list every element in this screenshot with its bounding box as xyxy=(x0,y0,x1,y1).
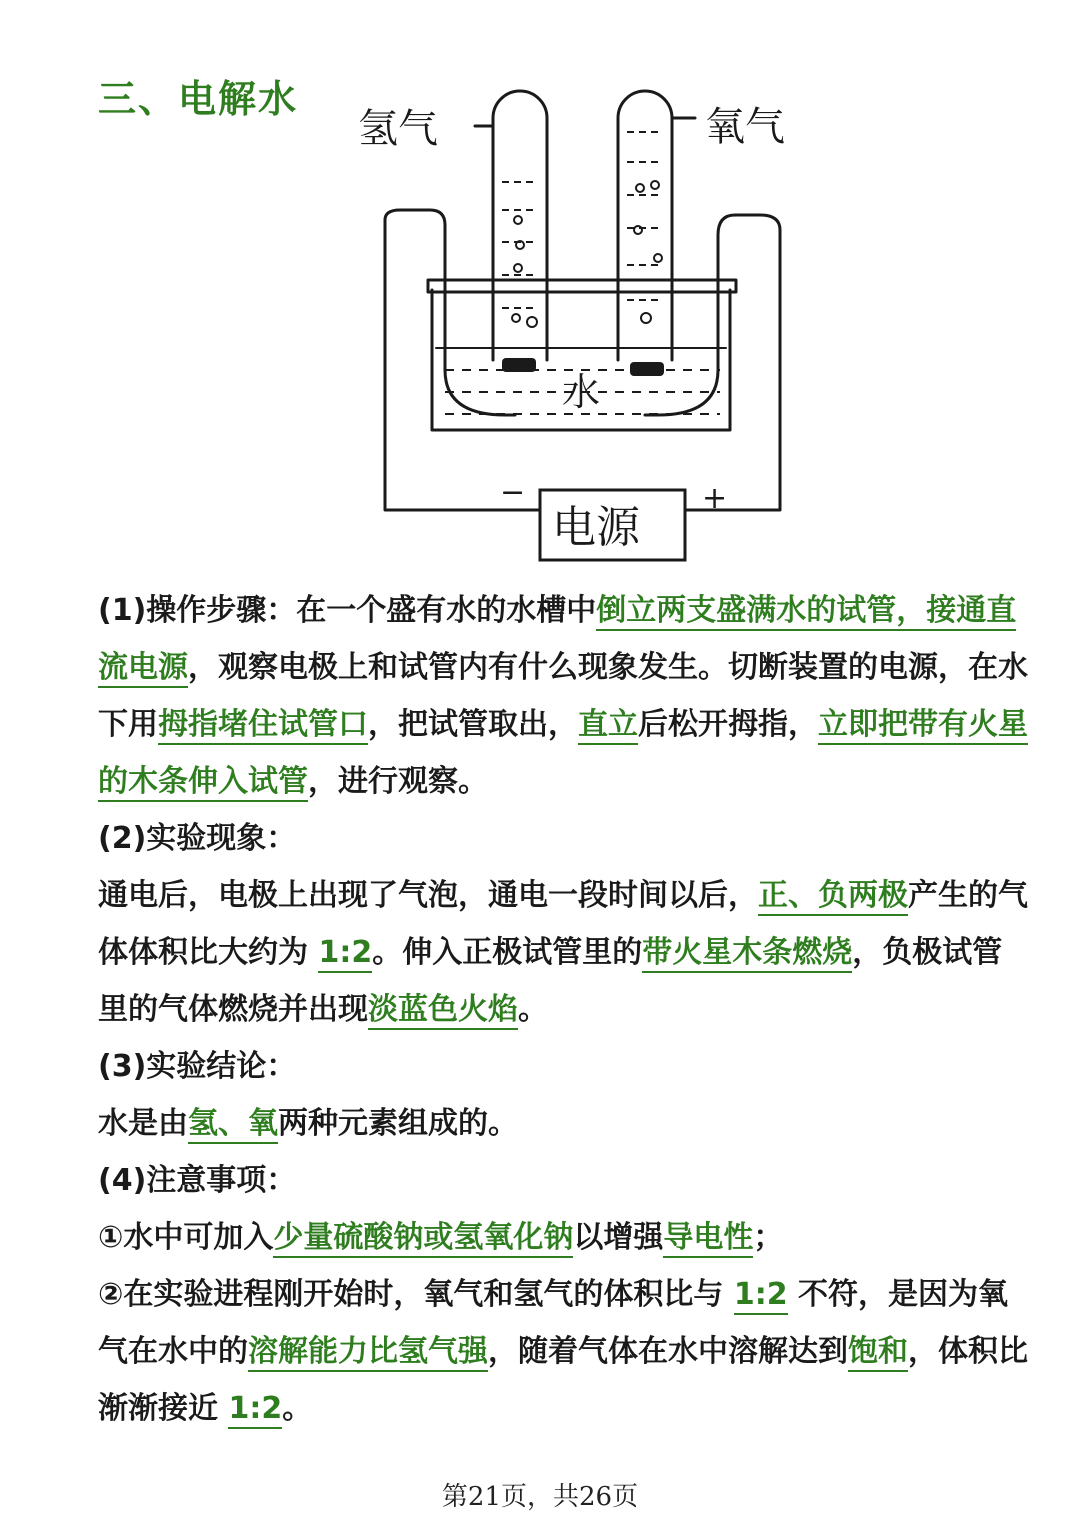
text-run: (1)操作步骤：在一个盛有水的水槽中 xyxy=(98,593,597,628)
label-water: 水 xyxy=(562,370,601,414)
highlighted-term: 直立 xyxy=(578,707,638,745)
text-run: ； xyxy=(753,1220,784,1255)
highlighted-term: 氢、氧 xyxy=(188,1106,278,1144)
highlighted-term: 接通直流电源 xyxy=(98,593,1016,688)
label-hydrogen: 氢气 xyxy=(358,106,438,152)
paragraph xyxy=(98,582,1028,810)
label-minus: − xyxy=(500,475,526,510)
text-run: (2)实验现象： xyxy=(98,821,297,856)
text-run: 。 xyxy=(282,1391,313,1426)
highlighted-term: 导电性 xyxy=(663,1220,753,1258)
highlighted-term: 带火星木条燃烧 xyxy=(642,935,852,973)
highlighted-term: 立即把带有火星的木条伸入试管 xyxy=(98,707,1028,802)
highlighted-term: 倒立两支盛满水的试管， xyxy=(596,593,926,631)
highlighted-term: 少量硫酸钠或氢氧化钠 xyxy=(273,1220,573,1258)
paragraph xyxy=(98,810,1028,867)
text-run: ①水中可加入 xyxy=(98,1220,274,1255)
highlighted-term: 1:2 xyxy=(318,935,372,973)
text-run: ，把试管取出， xyxy=(368,707,578,742)
text-run: 。 xyxy=(518,992,548,1027)
label-power: 电源 xyxy=(552,502,640,553)
paragraph xyxy=(98,1152,1028,1209)
paragraph xyxy=(98,1266,1028,1437)
label-oxygen: 氧气 xyxy=(705,104,785,150)
text-run: (4)注意事项： xyxy=(98,1163,297,1198)
label-plus: + xyxy=(702,481,728,516)
text-run: ，负极试管里的气体燃烧并出现 xyxy=(98,935,1003,1027)
paragraph xyxy=(98,867,1028,1038)
text-run: 不符，是因为氧气在水中的 xyxy=(98,1277,1009,1369)
text-run: 通电后，电极上出现了气泡，通电一段时间以后， xyxy=(98,878,758,913)
text-run: 水是由 xyxy=(98,1106,188,1141)
paragraph xyxy=(98,1095,1028,1152)
page-number: 第21页，共26页 xyxy=(441,1482,639,1512)
highlighted-term: 饱和 xyxy=(848,1334,908,1372)
paragraph xyxy=(98,1209,1028,1266)
highlighted-term: 溶解能力比氢气强 xyxy=(248,1334,488,1372)
highlighted-term: 淡蓝色火焰 xyxy=(368,992,518,1030)
text-run: 以增强 xyxy=(573,1220,664,1255)
trough-rim xyxy=(428,280,736,292)
cathode xyxy=(502,358,536,372)
highlighted-term: 1:2 xyxy=(734,1277,788,1315)
wire-right xyxy=(645,215,780,510)
text-run: ，进行观察。 xyxy=(308,764,488,799)
text-run: 产生的气体体积比大约为 xyxy=(98,878,1028,970)
text-run: ②在实验进程刚开始时，氧气和氢气的体积比与 xyxy=(98,1277,734,1312)
text-run: (3)实验结论： xyxy=(98,1049,297,1084)
text-run: 后松开拇指， xyxy=(638,707,818,742)
text-run: ，观察电极上和试管内有什么现象发生。切断装置的电源，在水下用 xyxy=(98,650,1028,742)
anode xyxy=(630,362,664,376)
text-run: ，随着气体在水中溶解达到 xyxy=(488,1334,848,1369)
text-run: ，体积比渐渐接近 xyxy=(98,1334,1028,1426)
highlighted-term: 1:2 xyxy=(228,1391,282,1429)
text-run: 。伸入正极试管里的 xyxy=(372,935,643,970)
highlighted-term: 拇指堵住试管口 xyxy=(158,707,368,745)
section-title: 三、电解水 xyxy=(98,77,299,121)
text-run: 两种元素组成的。 xyxy=(278,1106,518,1141)
paragraph xyxy=(98,1038,1028,1095)
electrolysis-diagram xyxy=(340,70,860,580)
highlighted-term: 正、负两极 xyxy=(758,878,908,916)
notes-body xyxy=(98,582,1028,1437)
